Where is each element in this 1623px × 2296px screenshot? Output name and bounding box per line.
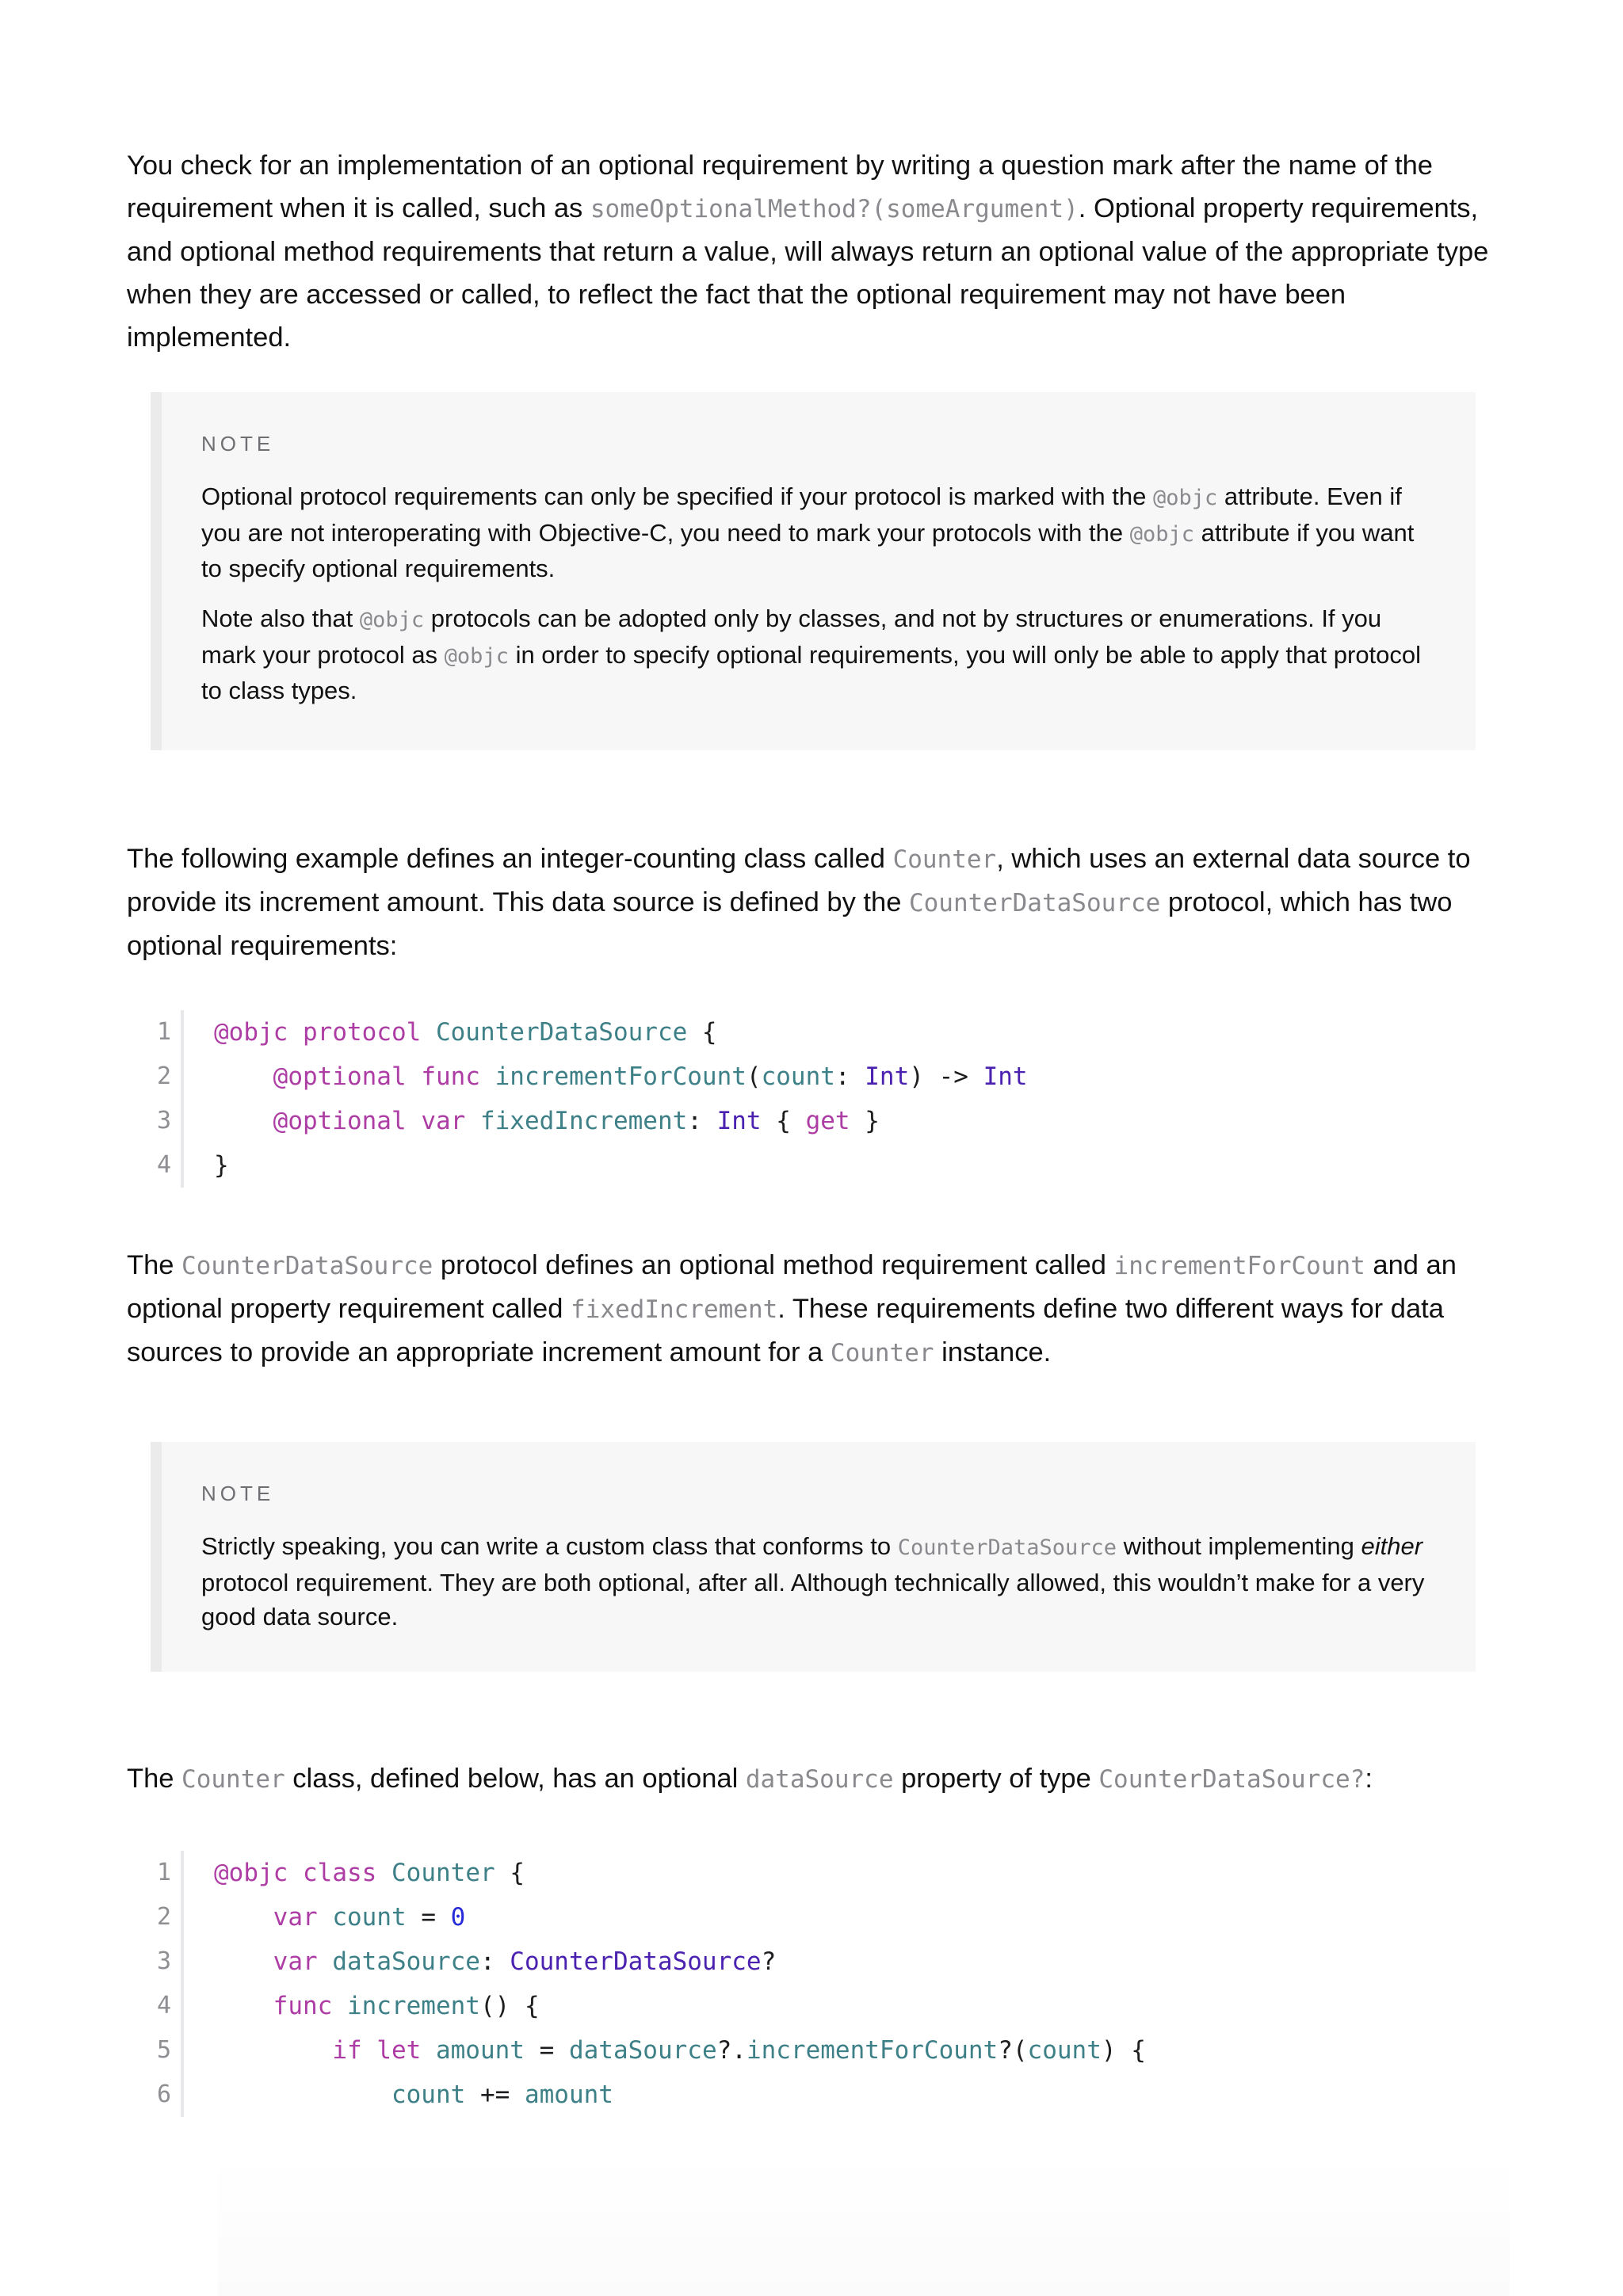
code-token: Int — [716, 1107, 762, 1135]
inline-code: Counter — [181, 1765, 285, 1794]
code-token: Int — [865, 1062, 910, 1091]
text-run: protocol, which has two optional requirements: — [127, 887, 1461, 961]
code-token: ( — [746, 1062, 762, 1091]
code-text — [214, 1895, 465, 1939]
code-token: class — [303, 1859, 377, 1887]
code-token — [362, 2036, 377, 2065]
code-token: dataSource — [568, 2036, 717, 2065]
line-number: 3 — [156, 1107, 171, 1135]
code-token: increment — [346, 1992, 480, 2020]
text-run: Note also that — [201, 605, 360, 632]
line-number: 2 — [156, 1903, 171, 1931]
code-token: : — [834, 1062, 865, 1091]
code-line — [127, 2073, 1506, 2117]
code-token: var — [421, 1107, 466, 1135]
inline-code: @objc — [1129, 521, 1194, 547]
line-number: 1 — [156, 1859, 171, 1886]
line-number: 1 — [156, 1018, 171, 1046]
code-line — [127, 1851, 1506, 1895]
code-text — [214, 1143, 229, 1188]
code-token — [407, 1107, 422, 1135]
inline-code: fixedIncrement — [571, 1295, 778, 1324]
text-run: class, defined below, has an optional — [285, 1764, 746, 1794]
code-line — [127, 1895, 1506, 1939]
code-token: : — [479, 1947, 510, 1976]
code-text — [214, 2073, 613, 2117]
code-line — [127, 1055, 1506, 1099]
code-token: { — [495, 1859, 525, 1887]
code-line — [127, 1099, 1506, 1143]
code-token: let — [376, 2036, 422, 2065]
page-shading — [218, 2155, 1510, 2296]
code-token: @optional — [273, 1107, 407, 1135]
code-token: += — [465, 2081, 525, 2109]
paragraph-optional-check — [127, 144, 1506, 359]
code-text — [214, 1055, 1028, 1099]
text-run: . These requirements define two different ways for data sources to provide an appropriate increment amount for a — [127, 1294, 1452, 1367]
code-token: var — [273, 1947, 318, 1976]
note-paragraph — [201, 601, 1438, 708]
inline-code: incrementForCount — [1113, 1252, 1365, 1280]
text-run: , which uses an external data source to provide its increment amount. This data source is defined by the — [127, 844, 1479, 917]
code-token: func — [273, 1992, 333, 2020]
code-token: var — [273, 1903, 318, 1932]
code-line — [127, 2028, 1506, 2073]
code-token: protocol — [303, 1018, 422, 1047]
code-token — [318, 1903, 333, 1932]
text-run: without implementing — [1117, 1532, 1361, 1560]
code-token: count — [391, 2081, 466, 2109]
code-token — [332, 1992, 347, 2020]
code-token: ) { — [1101, 2036, 1146, 2065]
code-token: { — [761, 1107, 806, 1135]
inline-code: CounterDataSource — [908, 889, 1161, 917]
code-token — [214, 1107, 273, 1135]
code-text — [214, 1939, 776, 1984]
code-text — [214, 1851, 525, 1895]
code-token: count — [761, 1062, 835, 1091]
code-token: CounterDataSource — [510, 1947, 762, 1976]
code-token — [318, 1947, 333, 1976]
code-line — [127, 1010, 1506, 1055]
code-token: ?. — [716, 2036, 747, 2065]
text-run: Optional protocol requirements can only be specified if your protocol is marked with the — [201, 482, 1153, 510]
code-token — [214, 1947, 273, 1976]
text-run: property of type — [893, 1764, 1099, 1794]
code-token — [214, 1062, 273, 1091]
code-token: : — [687, 1107, 717, 1135]
paragraph-counter-intro — [127, 837, 1506, 967]
code-token: { — [687, 1018, 717, 1047]
code-token — [214, 1992, 273, 2020]
inline-code: dataSource — [745, 1765, 894, 1794]
code-token: @objc — [214, 1018, 288, 1047]
line-number: 4 — [156, 1151, 171, 1179]
note-label: NOTE — [201, 432, 275, 456]
code-token: } — [214, 1151, 229, 1180]
line-number: 6 — [156, 2081, 171, 2108]
text-run: in order to specify optional requirements, you will only be able to apply that protocol to class types. — [201, 640, 1422, 704]
code-token: } — [850, 1107, 880, 1135]
code-token: fixedIncrement — [479, 1107, 688, 1135]
code-token: Int — [983, 1062, 1028, 1091]
text-run: attribute. Even if you are not interoperating with Objective-C, you need to mark your protocols with the — [201, 482, 1402, 547]
code-token: if — [332, 2036, 362, 2065]
code-token: @optional — [273, 1062, 407, 1091]
inline-code: someOptionalMethod?(someArgument) — [590, 195, 1079, 223]
code-token: amount — [435, 2036, 525, 2065]
line-number: 2 — [156, 1062, 171, 1090]
code-token: 0 — [450, 1903, 466, 1932]
code-token: incrementForCount — [746, 2036, 999, 2065]
code-text — [214, 2028, 1146, 2073]
code-token: CounterDataSource — [435, 1018, 688, 1047]
text-run: . Optional property requirements, and optional method requirements that return a value, will always return an optional value of the appropriate type when they are accessed or called, to reflect the fact that the optional requirement may not have been implemented. — [127, 193, 1496, 353]
code-text — [214, 1099, 880, 1143]
code-token: Counter — [391, 1859, 495, 1887]
paragraph-protocol-description — [127, 1244, 1506, 1375]
text-run: Strictly speaking, you can write a custom class that conforms to — [201, 1532, 898, 1560]
code-token — [288, 1018, 303, 1047]
note-box-strictly-speaking — [151, 1442, 1476, 1672]
inline-code: CounterDataSource? — [1098, 1765, 1365, 1794]
code-token: incrementForCount — [495, 1062, 747, 1091]
inline-code: CounterDataSource — [181, 1252, 433, 1280]
note-paragraph — [201, 479, 1438, 586]
code-token — [480, 1062, 495, 1091]
code-token: amount — [524, 2081, 613, 2109]
text-run: : — [1365, 1764, 1373, 1794]
code-token — [421, 1018, 436, 1047]
text-run: and an optional property requirement called — [127, 1250, 1465, 1324]
text-run: The — [127, 1250, 182, 1280]
code-token: count — [1027, 2036, 1102, 2065]
code-token — [214, 1903, 273, 1932]
code-token: @objc — [214, 1859, 288, 1887]
text-run: The following example defines an integer-counting class called — [127, 844, 893, 874]
code-line — [127, 1984, 1506, 2028]
code-token: ) -> — [909, 1062, 983, 1091]
text-run: instance. — [934, 1337, 1052, 1367]
code-token — [288, 1859, 303, 1887]
code-text — [214, 1010, 717, 1055]
emphasis-text: either — [1361, 1532, 1423, 1560]
code-line — [127, 1939, 1506, 1984]
inline-code: Counter — [892, 845, 997, 874]
code-token — [376, 1859, 391, 1887]
code-block-protocol — [127, 1010, 1506, 1188]
line-number: 3 — [156, 1947, 171, 1975]
code-token — [214, 2081, 391, 2109]
text-run: protocol defines an optional method requirement called — [433, 1250, 1114, 1280]
code-text — [214, 1984, 540, 2028]
note-paragraph — [201, 1529, 1438, 1634]
code-token: = — [406, 1903, 451, 1932]
inline-code: @objc — [1153, 486, 1218, 510]
note-box-objc — [151, 392, 1476, 750]
line-number: 4 — [156, 1992, 171, 2019]
line-number: 5 — [156, 2036, 171, 2064]
code-token: () { — [479, 1992, 540, 2020]
code-token — [421, 2036, 436, 2065]
code-token: ?( — [998, 2036, 1028, 2065]
code-block-counter-class — [127, 1851, 1506, 2117]
text-run: attribute if you want to specify optional requirements. — [201, 518, 1415, 582]
text-run: protocols can be adopted only by classes, and not by structures or enumerations. If you mark your protocol as — [201, 605, 1382, 669]
code-token: func — [421, 1062, 480, 1091]
code-line — [127, 1143, 1506, 1188]
code-token: dataSource — [332, 1947, 480, 1976]
code-token — [407, 1062, 422, 1091]
code-token — [465, 1107, 480, 1135]
inline-code: @objc — [359, 608, 425, 632]
code-token: count — [332, 1903, 407, 1932]
text-run: The — [127, 1764, 182, 1794]
inline-code: Counter — [830, 1339, 934, 1367]
inline-code: @objc — [444, 643, 509, 669]
text-run: protocol requirement. They are both optional, after all. Although technically allowed, this wouldn’t make for a very good data source. — [201, 1568, 1425, 1630]
code-token: get — [805, 1107, 850, 1135]
note-label: NOTE — [201, 1482, 275, 1505]
paragraph-counter-class — [127, 1757, 1506, 1801]
code-token: = — [524, 2036, 569, 2065]
text-run: You check for an implementation of an optional requirement by writing a question mark after the name of the requirement when it is called, such as — [127, 151, 1441, 223]
code-token — [214, 2036, 332, 2065]
code-token: ? — [761, 1947, 777, 1976]
inline-code: CounterDataSource — [897, 1535, 1117, 1560]
